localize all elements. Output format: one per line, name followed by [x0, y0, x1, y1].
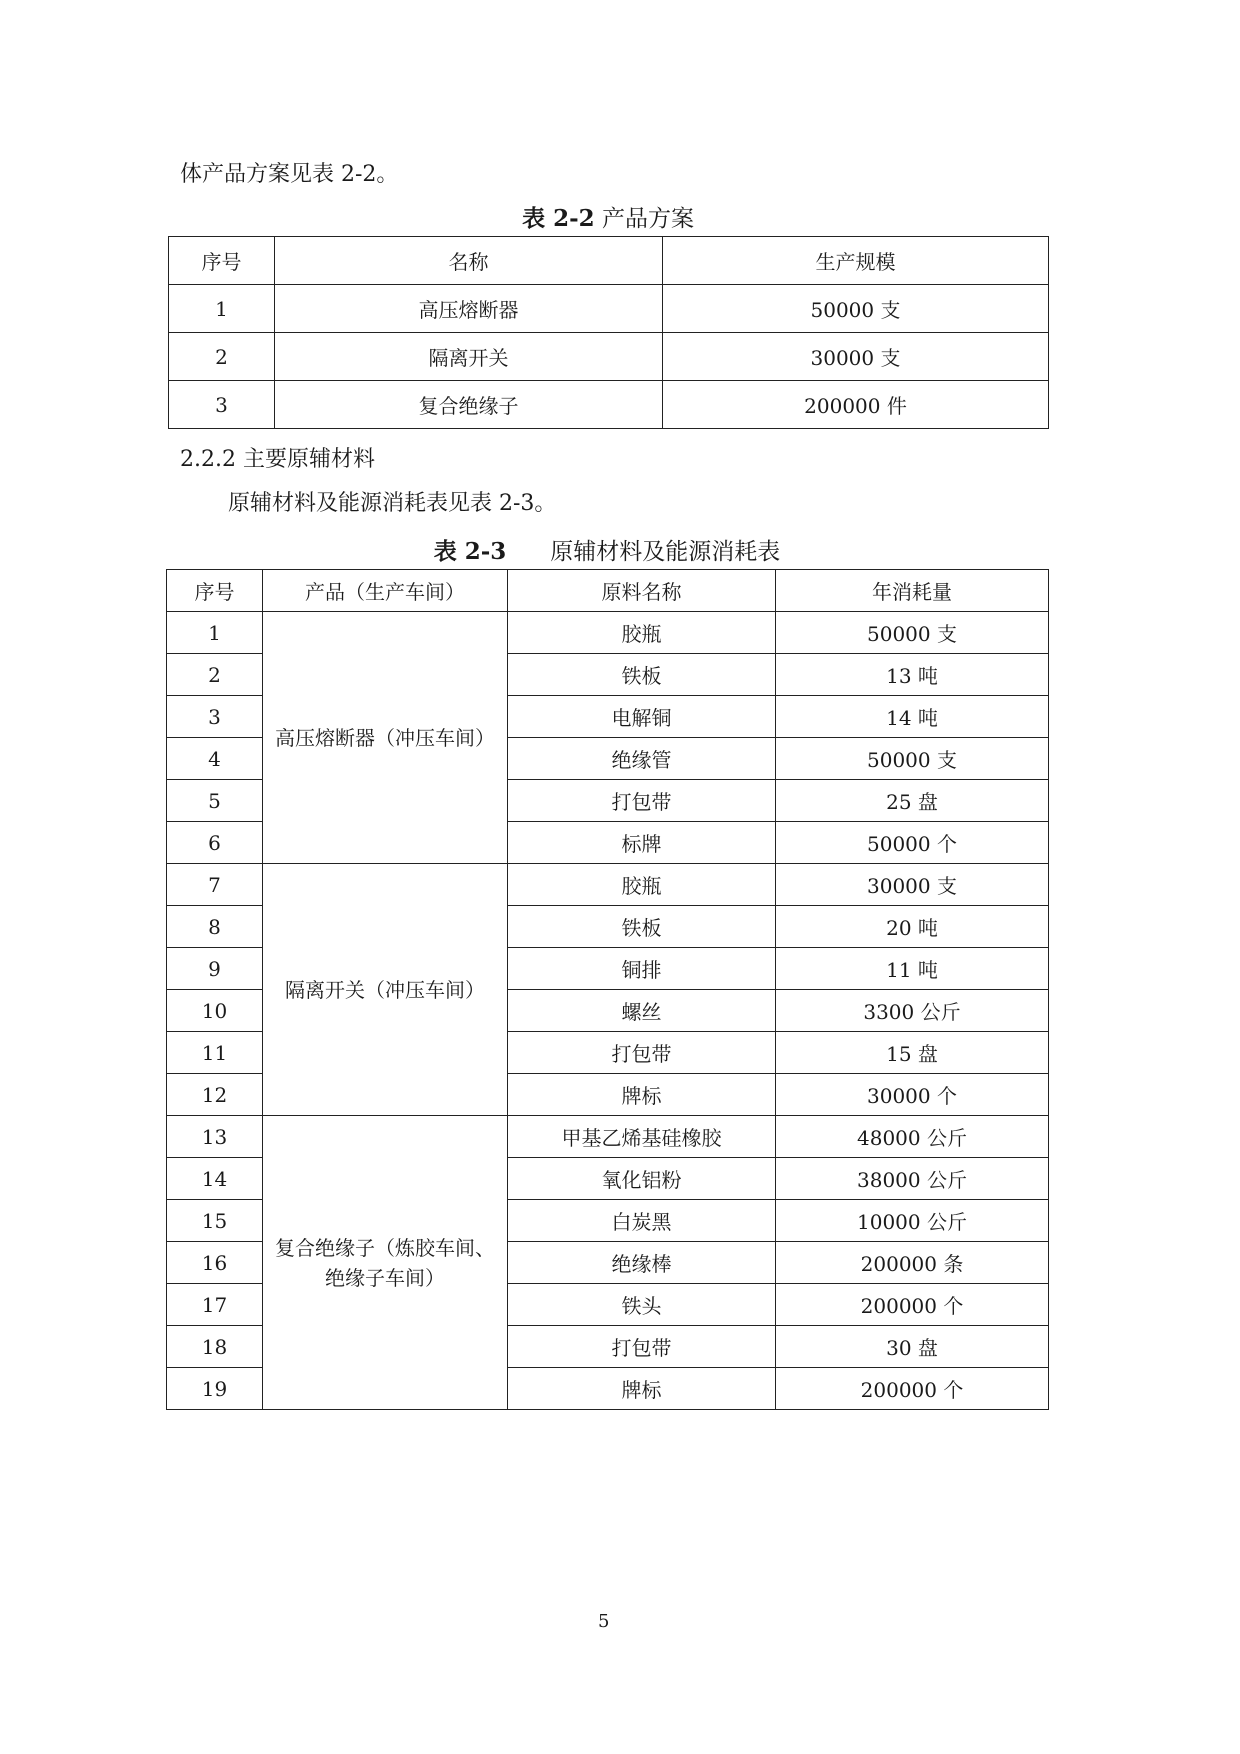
table-2-2-caption-number: 表 2-2 — [522, 205, 595, 232]
annual-consumption-cell: 48000 公斤 — [776, 1116, 1049, 1158]
table-header-row — [167, 570, 1049, 612]
table-row — [167, 864, 1049, 906]
annual-consumption-cell: 30000 支 — [776, 864, 1049, 906]
product-name-cell: 高压熔断器 — [275, 285, 663, 333]
section-paragraph: 原辅材料及能源消耗表见表 2-3。 — [228, 491, 557, 516]
material-name-cell: 打包带 — [508, 1032, 776, 1074]
annual-consumption-cell: 50000 支 — [776, 738, 1049, 780]
annual-consumption-cell: 14 吨 — [776, 696, 1049, 738]
production-scale-cell: 200000 件 — [663, 381, 1049, 429]
row-number-cell: 8 — [167, 906, 263, 948]
annual-consumption-cell: 200000 个 — [776, 1368, 1049, 1410]
material-name-cell: 螺丝 — [508, 990, 776, 1032]
annual-consumption-cell: 30 盘 — [776, 1326, 1049, 1368]
product-name-cell: 复合绝缘子 — [275, 381, 663, 429]
material-name-cell: 铁板 — [508, 906, 776, 948]
row-number-cell: 16 — [167, 1242, 263, 1284]
annual-consumption-cell: 11 吨 — [776, 948, 1049, 990]
row-number-cell: 9 — [167, 948, 263, 990]
product-workshop-line: 复合绝缘子（炼胶车间、 — [275, 1235, 495, 1260]
section-heading: 2.2.2 主要原辅材料 — [180, 447, 375, 472]
production-scale-cell: 30000 支 — [663, 333, 1049, 381]
table-2-3-caption — [166, 537, 1048, 567]
row-number-cell: 19 — [167, 1368, 263, 1410]
material-name-cell: 胶瓶 — [508, 864, 776, 906]
material-name-cell: 打包带 — [508, 1326, 776, 1368]
row-number-cell: 7 — [167, 864, 263, 906]
table-row — [169, 285, 1049, 333]
product-workshop-line: 高压熔断器（冲压车间） — [275, 725, 495, 750]
row-number-cell: 18 — [167, 1326, 263, 1368]
table-2-2-caption-title: 产品方案 — [601, 206, 694, 232]
product-plan-table — [168, 236, 1049, 429]
annual-consumption-cell: 50000 个 — [776, 822, 1049, 864]
material-name-cell: 牌标 — [508, 1074, 776, 1116]
product-workshop-line: 绝缘子车间） — [325, 1265, 445, 1290]
header-cell: 序号 — [169, 237, 275, 285]
annual-consumption-cell: 10000 公斤 — [776, 1200, 1049, 1242]
row-number-cell: 2 — [169, 333, 275, 381]
material-name-cell: 绝缘棒 — [508, 1242, 776, 1284]
intro-text: 体产品方案见表 2-2。 — [180, 162, 399, 187]
annual-consumption-cell: 25 盘 — [776, 780, 1049, 822]
product-name-cell: 隔离开关 — [275, 333, 663, 381]
row-number-cell: 17 — [167, 1284, 263, 1326]
row-number-cell: 3 — [169, 381, 275, 429]
row-number-cell: 2 — [167, 654, 263, 696]
row-number-cell: 3 — [167, 696, 263, 738]
header-cell: 序号 — [167, 570, 263, 612]
material-name-cell: 白炭黑 — [508, 1200, 776, 1242]
material-name-cell: 氧化铝粉 — [508, 1158, 776, 1200]
annual-consumption-cell: 13 吨 — [776, 654, 1049, 696]
material-name-cell: 铜排 — [508, 948, 776, 990]
annual-consumption-cell: 200000 个 — [776, 1284, 1049, 1326]
production-scale-cell: 50000 支 — [663, 285, 1049, 333]
header-cell: 原料名称 — [508, 570, 776, 612]
table-2-3-caption-number: 表 2-3 — [433, 538, 507, 565]
table-row — [167, 1116, 1049, 1158]
row-number-cell: 1 — [169, 285, 275, 333]
material-name-cell: 绝缘管 — [508, 738, 776, 780]
row-number-cell: 15 — [167, 1200, 263, 1242]
table-row — [167, 612, 1049, 654]
table-row — [169, 333, 1049, 381]
material-name-cell: 铁头 — [508, 1284, 776, 1326]
table-2-3-caption-title: 原辅材料及能源消耗表 — [550, 539, 781, 565]
material-name-cell: 牌标 — [508, 1368, 776, 1410]
table-2-2-caption — [168, 204, 1048, 234]
annual-consumption-cell: 15 盘 — [776, 1032, 1049, 1074]
header-cell: 名称 — [275, 237, 663, 285]
row-number-cell: 4 — [167, 738, 263, 780]
annual-consumption-cell: 200000 条 — [776, 1242, 1049, 1284]
product-workshop-cell — [263, 1116, 508, 1410]
header-cell: 产品（生产车间） — [263, 570, 508, 612]
table-header-row — [169, 237, 1049, 285]
material-name-cell: 标牌 — [508, 822, 776, 864]
row-number-cell: 5 — [167, 780, 263, 822]
materials-table — [166, 569, 1049, 1410]
product-workshop-cell — [263, 864, 508, 1116]
material-name-cell: 甲基乙烯基硅橡胶 — [508, 1116, 776, 1158]
annual-consumption-cell: 3300 公斤 — [776, 990, 1049, 1032]
header-cell: 年消耗量 — [776, 570, 1049, 612]
row-number-cell: 11 — [167, 1032, 263, 1074]
row-number-cell: 14 — [167, 1158, 263, 1200]
material-name-cell: 电解铜 — [508, 696, 776, 738]
row-number-cell: 12 — [167, 1074, 263, 1116]
row-number-cell: 6 — [167, 822, 263, 864]
annual-consumption-cell: 20 吨 — [776, 906, 1049, 948]
annual-consumption-cell: 38000 公斤 — [776, 1158, 1049, 1200]
material-name-cell: 打包带 — [508, 780, 776, 822]
material-name-cell: 胶瓶 — [508, 612, 776, 654]
product-workshop-line: 隔离开关（冲压车间） — [285, 977, 485, 1002]
annual-consumption-cell: 50000 支 — [776, 612, 1049, 654]
row-number-cell: 13 — [167, 1116, 263, 1158]
page-number: 5 — [598, 1611, 610, 1632]
material-name-cell: 铁板 — [508, 654, 776, 696]
product-workshop-cell — [263, 612, 508, 864]
table-row — [169, 381, 1049, 429]
header-cell: 生产规模 — [663, 237, 1049, 285]
row-number-cell: 1 — [167, 612, 263, 654]
annual-consumption-cell: 30000 个 — [776, 1074, 1049, 1116]
row-number-cell: 10 — [167, 990, 263, 1032]
